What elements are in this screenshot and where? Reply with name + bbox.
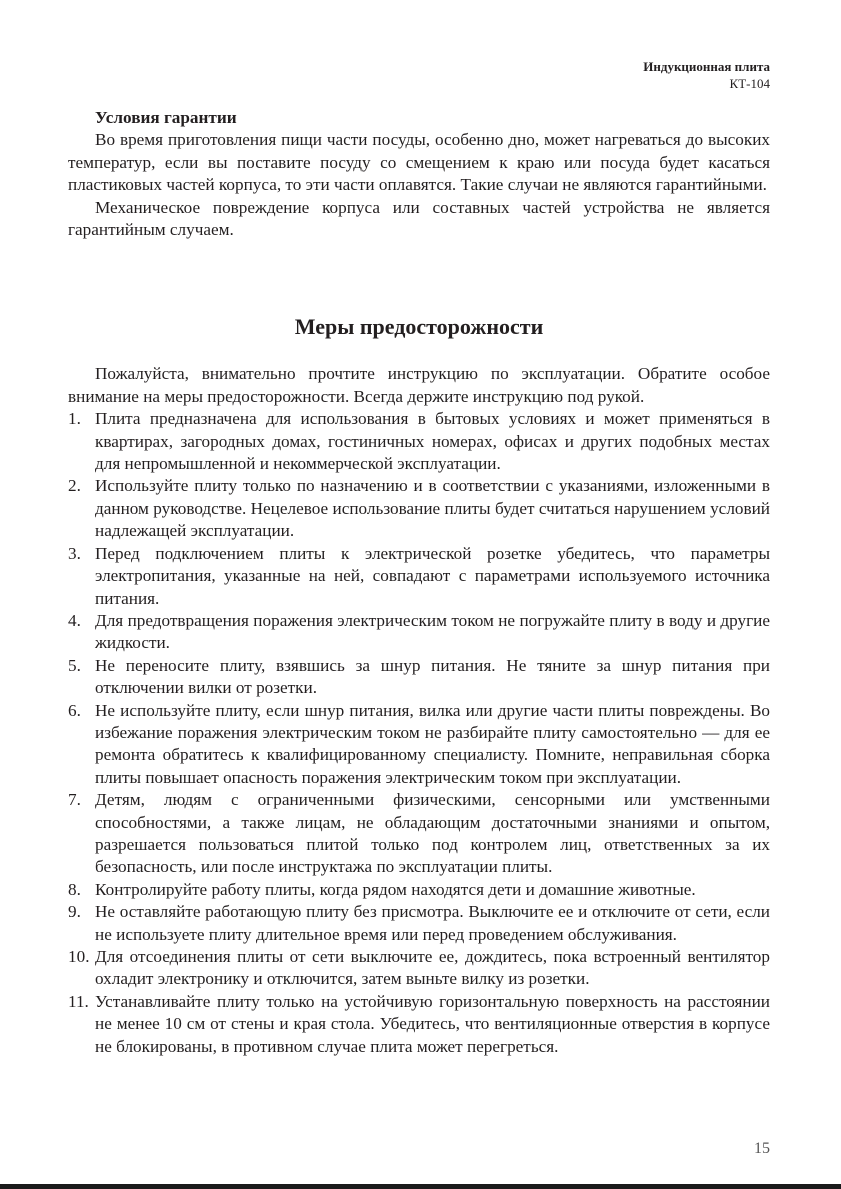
list-item-number: 3. (68, 543, 81, 563)
list-item-text: Плита предназначена для использования в бытовых условиях и может применяться в квартирах, загородных домах, гостиничных номерах, офисах и других подобных местах для непромышленной и некоммерческой эксплуатации. (95, 409, 770, 474)
list-item (68, 901, 770, 946)
list-item-text: Для предотвращения поражения электрическим током не погружайте плиту в воду и другие жидкости. (95, 610, 770, 653)
warranty-paragraph: Во время приготовления пищи части посуды, особенно дно, может нагреваться до высоких температур, если вы поставите посуду со смещением к краю или посуда будет касаться пластиковых частей корпуса, то эти части оплавятся. Такие случаи не являются гарантийными. (68, 130, 770, 195)
precautions-heading: Меры предосторожности (294, 314, 544, 340)
warranty-paragraph: Механическое повреждение корпуса или составных частей устройства не является гарантийным случаем. (68, 197, 770, 240)
list-item-text: Не используйте плиту, если шнур питания, вилка или другие части плиты повреждены. Во избежание поражения электрическим током не разбирайте плиту самостоятельно — для ее ремонта обратитесь к квалифицированному специалисту. Помните, неправильная сборка плиты повышает опасность поражения электрическим током при эксплуатации. (95, 700, 770, 787)
running-header (643, 58, 770, 92)
list-item-number: 11. (68, 991, 89, 1011)
list-item (68, 408, 770, 475)
list-item (68, 655, 770, 700)
list-item (68, 991, 770, 1058)
precautions-intro: Пожалуйста, внимательно прочтите инструкцию по эксплуатации. Обратите особое внимание на меры предосторожности. Всегда держите инструкцию под рукой. (68, 364, 770, 406)
list-item-text: Не оставляйте работающую плиту без присмотра. Выключите ее и отключите от сети, если не используете плиту длительное время или перед проведением обслуживания. (95, 902, 770, 944)
header-product-name: Индукционная плита (643, 59, 770, 74)
header-model: КТ-104 (729, 76, 770, 91)
list-item (68, 543, 770, 610)
list-item-text: Устанавливайте плиту только на устойчивую горизонтальную поверхность на расстоянии не менее 10 см от стены и края стола. Убедитесь, что вентиляционные отверстия в корпусе не блокированы, в противном случае плита может перегреться. (95, 991, 770, 1056)
list-item-text: Не переносите плиту, взявшись за шнур питания. Не тяните за шнур питания при отключении вилки от розетки. (95, 655, 770, 698)
list-item-text: Используйте плиту только по назначению и в соответствии с указаниями, изложенными в данном руководстве. Нецелевое использование плиты будет считаться нарушением условий надлежащей эксплуатации. (95, 476, 770, 541)
list-item (68, 475, 770, 542)
list-item-text: Контролируйте работу плиты, когда рядом находятся дети и домашние животные. (95, 879, 696, 899)
list-item (68, 789, 770, 879)
list-item-number: 10. (68, 947, 90, 966)
list-item (68, 610, 770, 655)
list-item-number: 4. (68, 610, 81, 630)
list-item-text: Перед подключением плиты к электрической розетке убедитесь, что параметры электропитания, указанные на ней, совпадают с параметрами используемого источника питания. (95, 543, 770, 608)
list-item-number: 7. (68, 790, 81, 810)
list-item-number: 8. (68, 879, 81, 899)
page-number: 15 (754, 1140, 770, 1157)
warranty-heading: Условия гарантии (95, 108, 237, 127)
precautions-list (68, 408, 770, 1058)
list-item-number: 5. (68, 655, 81, 675)
list-item-text: Для отсоединения плиты от сети выключите ее, дождитесь, пока встроенный вентилятор охладит электронику и отключится, затем выньте вилку из розетки. (95, 947, 770, 989)
list-item-number: 1. (68, 409, 81, 429)
list-item (68, 946, 770, 991)
list-item (68, 700, 770, 790)
page-content (68, 107, 770, 1058)
list-item (68, 879, 770, 901)
list-item-number: 9. (68, 902, 81, 922)
list-item-text: Детям, людям с ограниченными физическими, сенсорными или умственными способностями, а также лицам, не обладающим достаточными знаниями и опытом, разрешается пользоваться плитой только под контролем лиц, ответственных за их безопасность, или после инструктажа по эксплуатации плиты. (95, 790, 770, 877)
list-item-number: 2. (68, 476, 81, 496)
list-item-number: 6. (68, 700, 81, 720)
bottom-rule (0, 1184, 841, 1189)
